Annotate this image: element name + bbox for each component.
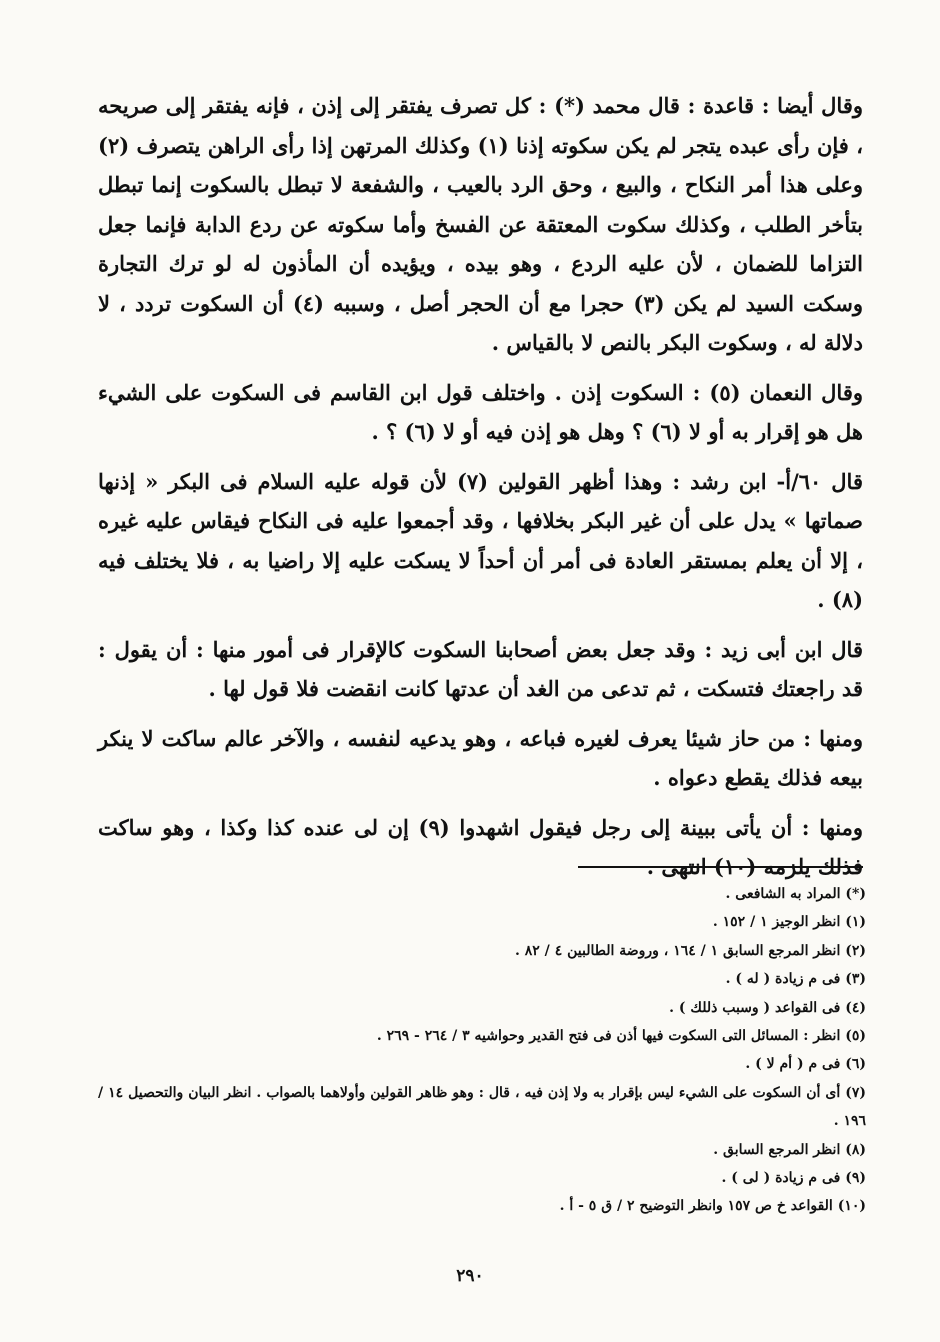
paragraph-4: قال ابن أبى زيد : وقد جعل بعض أصحابنا السكوت كالإقرار فى أمور منها : أن يقول : قد راجعتك فتسكت ، ثم تدعى من الغد أن عدتها كانت انقضت فلا قول لها .	[98, 636, 863, 701]
paragraph-6: ومنها : أن يأتى ببينة إلى رجل فيقول اشهدوا (٩) إن لى عنده كذا وكذا ، وهو ساكت فذلك يلزمه (١٠) انتهى .	[98, 814, 863, 879]
footnote-2: (٢) انظر المرجع السابق ١ / ١٦٤ ، وروضة الطالبين ٤ / ٨٢ .	[515, 942, 866, 959]
footnote-divider	[578, 866, 863, 868]
footnote-star: (*) المراد به الشافعى .	[725, 886, 866, 902]
footnote-3: (٣) فى م زيادة ( له ) .	[725, 971, 866, 988]
footnote-5: (٥) انظر : المسائل التى السكوت فيها أذن فى فتح القدير وحواشيه ٣ / ٢٦٤ - ٢٦٩ .	[376, 1028, 866, 1045]
footnote-6: (٦) فى م ( أم لا ) .	[745, 1056, 866, 1073]
footnote-8: (٨) انظر المرجع السابق .	[713, 1141, 866, 1158]
footnote-7: (٧) أى أن السكوت على الشيء ليس بإقرار به ولا إذن فيه ، قال : وهو ظاهر القولين وأولاهما بالصواب . انظر البيان والتحصيل ١٤ / ١٩٦ .	[98, 1084, 866, 1130]
paragraph-2: وقال النعمان (٥) : السكوت إذن . واختلف قول ابن القاسم فى السكوت على الشيء هل هو إقرار به أو لا (٦) ؟ وهل هو إذن فيه أو لا (٦) ؟ .	[98, 379, 863, 444]
paragraph-3: قال ٦٠/أ- ابن رشد : وهذا أظهر القولين (٧) لأن قوله عليه السلام فى البكر « إذنها صماتها » يدل على أن غير البكر بخلافها ، وقد أجمعوا عليه فى النكاح فيقاس عليه غيره ، إلا أن يعلم بمستقر العادة فى أمر أن أحداً لا يسكت عليه إلا راضيا به ، فلا يختلف فيه (٨) .	[98, 468, 863, 612]
page-number: ٢٩٠	[456, 1266, 484, 1286]
footnotes	[98, 880, 866, 1221]
paragraph-1: وقال أيضا : قاعدة : قال محمد (*) : كل تصرف يفتقر إلى إذن ، فإنه يفتقر إلى صريحه ، فإن رأى عبده يتجر لم يكن سكوته إذنا (١) وكذلك المرتهن إذا رأى الراهن يتصرف (٢) وعلى هذا أمر النكاح ، والبيع ، وحق الرد بالعيب ، والشفعة لا تبطل بالسكوت إنما تبطل بتأخر الطلب ، وكذلك سكوت المعتقة عن الفسخ وأما سكوته عن ردع الدابة فإنما جعل التزاما للضمان ، لأن عليه الردع ، وهو بيده ، ويؤيده أن المأذون له لو ترك التجارة وسكت السيد لم يكن (٣) حجرا مع أن الحجر أصل ، وسببه (٤) أن السكوت تردد ، لا دلالة له ، وسكوت البكر بالنص لا بالقياس .	[98, 93, 864, 355]
paragraph-5: ومنها : من حاز شيئا يعرف لغيره فباعه ، وهو يدعيه لنفسه ، والآخر عالم ساكت لا ينكر بيعه فذلك يقطع دعواه .	[98, 725, 863, 790]
footnote-4: (٤) فى القواعد ( وسبب ذللك ) .	[669, 999, 866, 1016]
footnote-10: (١٠) القواعد خ ص ١٥٧ وانظر التوضيح ٢ / ق ٥ - أ .	[559, 1198, 866, 1215]
footnote-1: (١) انظر الوجيز ١ / ١٥٢ .	[712, 914, 866, 931]
footnote-9: (٩) فى م زيادة ( لى ) .	[721, 1170, 866, 1187]
main-text	[98, 86, 863, 897]
